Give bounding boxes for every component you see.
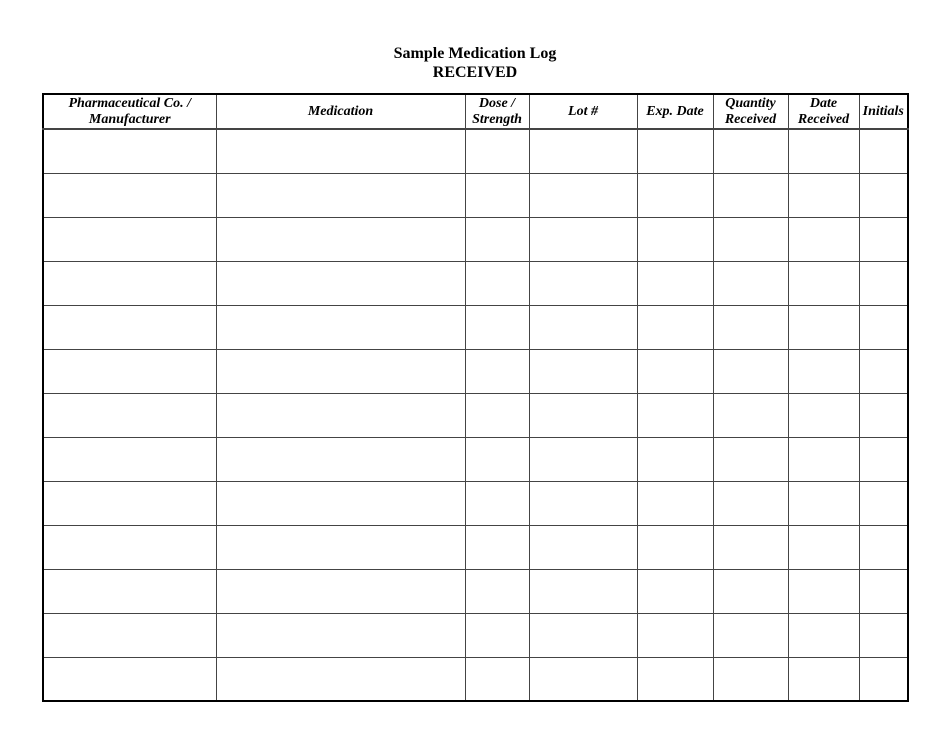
cell-date-received[interactable] <box>788 481 859 525</box>
cell-dose[interactable] <box>465 393 529 437</box>
cell-medication[interactable] <box>216 129 465 173</box>
cell-medication[interactable] <box>216 569 465 613</box>
cell-initials[interactable] <box>859 261 908 305</box>
cell-quantity[interactable] <box>713 569 788 613</box>
cell-lot[interactable] <box>529 613 637 657</box>
cell-manufacturer[interactable] <box>43 613 216 657</box>
cell-medication[interactable] <box>216 437 465 481</box>
cell-dose[interactable] <box>465 349 529 393</box>
cell-medication[interactable] <box>216 613 465 657</box>
table-row <box>43 437 908 481</box>
cell-lot[interactable] <box>529 173 637 217</box>
cell-date-received[interactable] <box>788 217 859 261</box>
cell-manufacturer[interactable] <box>43 569 216 613</box>
cell-lot[interactable] <box>529 657 637 701</box>
table-row <box>43 261 908 305</box>
cell-exp-date[interactable] <box>637 525 713 569</box>
cell-manufacturer[interactable] <box>43 261 216 305</box>
table-row <box>43 569 908 613</box>
cell-manufacturer[interactable] <box>43 525 216 569</box>
header-quantity-received: Quantity Received <box>713 94 788 129</box>
cell-dose[interactable] <box>465 217 529 261</box>
cell-dose[interactable] <box>465 261 529 305</box>
cell-exp-date[interactable] <box>637 129 713 173</box>
cell-manufacturer[interactable] <box>43 437 216 481</box>
table-row <box>43 129 908 173</box>
cell-quantity[interactable] <box>713 437 788 481</box>
cell-quantity[interactable] <box>713 481 788 525</box>
cell-exp-date[interactable] <box>637 481 713 525</box>
cell-medication[interactable] <box>216 261 465 305</box>
cell-date-received[interactable] <box>788 129 859 173</box>
cell-quantity[interactable] <box>713 525 788 569</box>
cell-initials[interactable] <box>859 305 908 349</box>
cell-quantity[interactable] <box>713 349 788 393</box>
cell-dose[interactable] <box>465 525 529 569</box>
cell-date-received[interactable] <box>788 437 859 481</box>
cell-initials[interactable] <box>859 525 908 569</box>
cell-quantity[interactable] <box>713 393 788 437</box>
header-date-received: Date Received <box>788 94 859 129</box>
header-lot-number: Lot # <box>529 94 637 129</box>
cell-dose[interactable] <box>465 173 529 217</box>
cell-dose[interactable] <box>465 613 529 657</box>
cell-lot[interactable] <box>529 569 637 613</box>
header-initials: Initials <box>859 94 908 129</box>
cell-lot[interactable] <box>529 437 637 481</box>
cell-initials[interactable] <box>859 657 908 701</box>
cell-lot[interactable] <box>529 481 637 525</box>
cell-dose[interactable] <box>465 129 529 173</box>
cell-exp-date[interactable] <box>637 173 713 217</box>
header-dose-strength: Dose / Strength <box>465 94 529 129</box>
cell-manufacturer[interactable] <box>43 657 216 701</box>
cell-manufacturer[interactable] <box>43 349 216 393</box>
cell-medication[interactable] <box>216 657 465 701</box>
cell-manufacturer[interactable] <box>43 481 216 525</box>
cell-date-received[interactable] <box>788 173 859 217</box>
cell-quantity[interactable] <box>713 129 788 173</box>
cell-exp-date[interactable] <box>637 305 713 349</box>
cell-medication[interactable] <box>216 173 465 217</box>
cell-manufacturer[interactable] <box>43 305 216 349</box>
cell-dose[interactable] <box>465 481 529 525</box>
table-row <box>43 657 908 701</box>
cell-date-received[interactable] <box>788 349 859 393</box>
cell-exp-date[interactable] <box>637 217 713 261</box>
cell-manufacturer[interactable] <box>43 393 216 437</box>
cell-initials[interactable] <box>859 349 908 393</box>
cell-medication[interactable] <box>216 217 465 261</box>
cell-initials[interactable] <box>859 569 908 613</box>
log-title: Sample Medication Log <box>393 45 557 62</box>
cell-date-received[interactable] <box>788 525 859 569</box>
cell-medication[interactable] <box>216 393 465 437</box>
cell-dose[interactable] <box>465 305 529 349</box>
table-header-row <box>43 94 908 129</box>
cell-exp-date[interactable] <box>637 569 713 613</box>
table-row <box>43 525 908 569</box>
cell-medication[interactable] <box>216 305 465 349</box>
cell-lot[interactable] <box>529 129 637 173</box>
table-row <box>43 305 908 349</box>
cell-quantity[interactable] <box>713 261 788 305</box>
cell-exp-date[interactable] <box>637 261 713 305</box>
cell-manufacturer[interactable] <box>43 129 216 173</box>
cell-exp-date[interactable] <box>637 657 713 701</box>
cell-date-received[interactable] <box>788 569 859 613</box>
cell-date-received[interactable] <box>788 261 859 305</box>
medication-log-table <box>42 93 909 702</box>
cell-lot[interactable] <box>529 217 637 261</box>
table-row <box>43 613 908 657</box>
cell-manufacturer[interactable] <box>43 217 216 261</box>
log-subtitle: RECEIVED <box>432 64 518 81</box>
cell-exp-date[interactable] <box>637 437 713 481</box>
table-row <box>43 393 908 437</box>
cell-medication[interactable] <box>216 525 465 569</box>
table-body <box>43 129 908 701</box>
header-medication: Medication <box>216 94 465 129</box>
cell-exp-date[interactable] <box>637 613 713 657</box>
cell-date-received[interactable] <box>788 613 859 657</box>
table-row <box>43 217 908 261</box>
cell-quantity[interactable] <box>713 305 788 349</box>
cell-quantity[interactable] <box>713 173 788 217</box>
table-row <box>43 481 908 525</box>
cell-lot[interactable] <box>529 525 637 569</box>
cell-quantity[interactable] <box>713 657 788 701</box>
cell-date-received[interactable] <box>788 305 859 349</box>
cell-quantity[interactable] <box>713 217 788 261</box>
cell-lot[interactable] <box>529 393 637 437</box>
header-exp-date: Exp. Date <box>637 94 713 129</box>
cell-exp-date[interactable] <box>637 393 713 437</box>
cell-initials[interactable] <box>859 217 908 261</box>
cell-initials[interactable] <box>859 173 908 217</box>
cell-dose[interactable] <box>465 657 529 701</box>
cell-exp-date[interactable] <box>637 349 713 393</box>
cell-dose[interactable] <box>465 569 529 613</box>
cell-date-received[interactable] <box>788 393 859 437</box>
table-row <box>43 349 908 393</box>
cell-manufacturer[interactable] <box>43 173 216 217</box>
cell-dose[interactable] <box>465 437 529 481</box>
cell-quantity[interactable] <box>713 613 788 657</box>
cell-initials[interactable] <box>859 437 908 481</box>
cell-lot[interactable] <box>529 349 637 393</box>
header-manufacturer: Pharmaceutical Co. / Manufacturer <box>43 94 216 129</box>
cell-medication[interactable] <box>216 349 465 393</box>
cell-initials[interactable] <box>859 613 908 657</box>
cell-initials[interactable] <box>859 129 908 173</box>
cell-date-received[interactable] <box>788 657 859 701</box>
cell-initials[interactable] <box>859 481 908 525</box>
cell-initials[interactable] <box>859 393 908 437</box>
table-row <box>43 173 908 217</box>
cell-lot[interactable] <box>529 305 637 349</box>
cell-medication[interactable] <box>216 481 465 525</box>
cell-lot[interactable] <box>529 261 637 305</box>
